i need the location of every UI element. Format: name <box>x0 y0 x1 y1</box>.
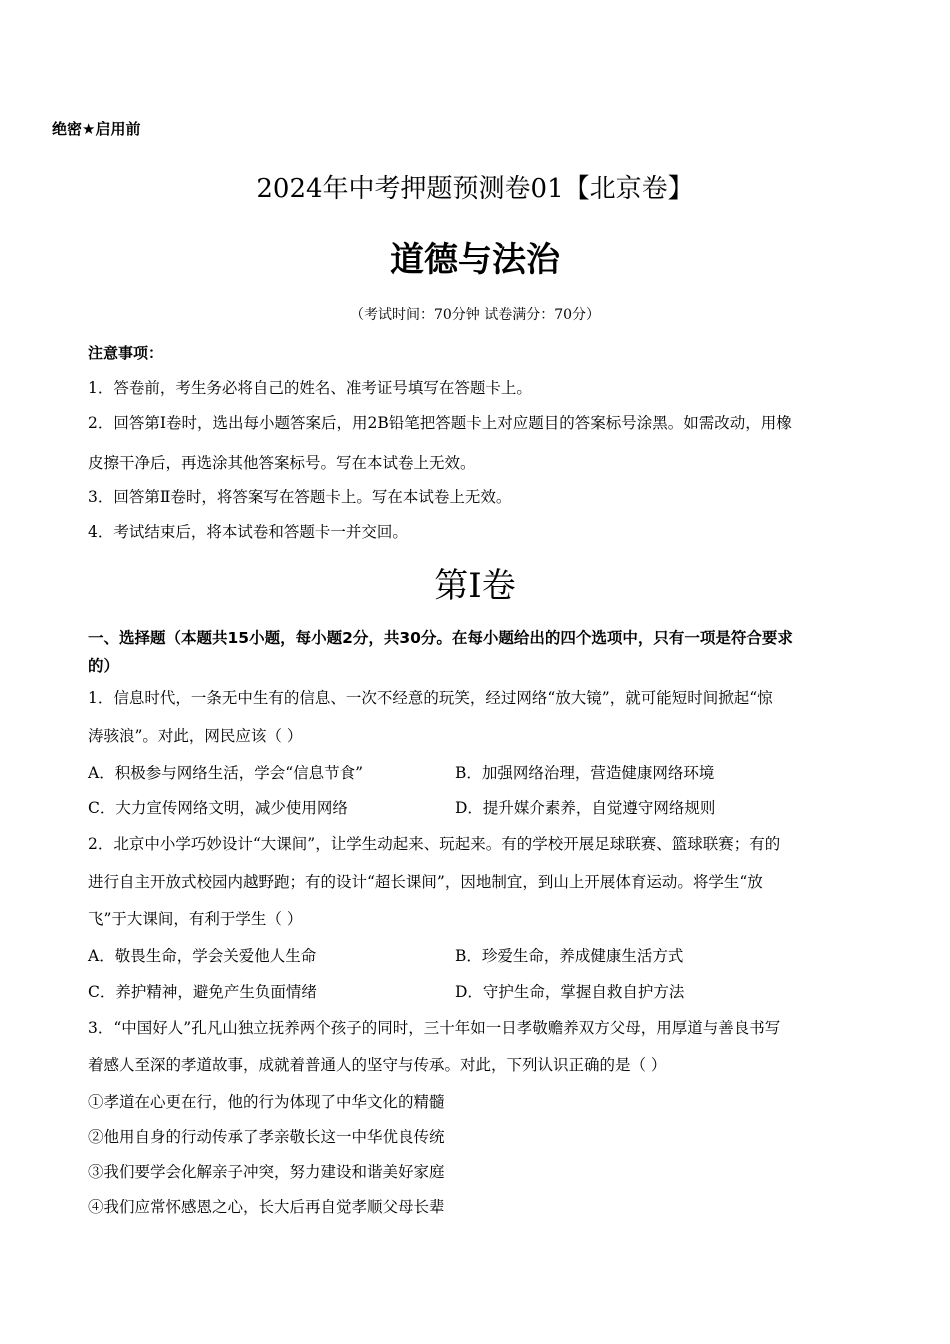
notes-heading: 注意事项： <box>88 344 164 362</box>
part-title: 第Ⅰ卷 <box>434 566 516 606</box>
option-b: B．珍爱生命，养成健康生活方式 <box>455 947 684 965</box>
exam-info: （考试时间：70分钟 试卷满分：70分） <box>349 307 601 323</box>
statement-item: ②他用自身的行动传承了孝亲敬长这一中华优良传统 <box>88 1128 445 1146</box>
note-line: 2．回答第Ⅰ卷时，选出每小题答案后，用2B铅笔把答题卡上对应题目的答案标号涂黑。如需改动，用橡 <box>88 414 792 432</box>
section-heading: 的） <box>88 657 120 675</box>
exam-title: 2024年中考押题预测卷01【北京卷】 <box>256 174 694 204</box>
note-line: 3．回答第Ⅱ卷时，将答案写在答题卡上。写在本试卷上无效。 <box>88 488 512 506</box>
note-line: 4．考试结束后，将本试卷和答题卡一并交回。 <box>88 523 408 541</box>
subject-title: 道德与法治 <box>390 240 560 280</box>
statement-item: ④我们应常怀感恩之心，长大后再自觉孝顺父母长辈 <box>88 1198 445 1216</box>
question-stem: 涛骇浪”。对此，网民应该（ ） <box>88 727 303 745</box>
question-stem: 2．北京中小学巧妙设计“大课间”，让学生动起来、玩起来。有的学校开展足球联赛、篮球联赛；有的 <box>88 835 781 853</box>
question-stem: 3．“中国好人”孔凡山独立抚养两个孩子的同时，三十年如一日孝敬赡养双方父母，用厚道与善良书写 <box>88 1019 781 1037</box>
confidential-label: 绝密★启用前 <box>52 120 141 138</box>
option-a: A．敬畏生命，学会关爱他人生命 <box>88 947 317 965</box>
question-stem: 进行自主开放式校园内越野跑；有的设计“超长课间”，因地制宜，到山上开展体育运动。将学生“放 <box>88 873 763 891</box>
note-line: 皮擦干净后，再选涂其他答案标号。写在本试卷上无效。 <box>88 454 476 472</box>
option-c: C．大力宣传网络文明，减少使用网络 <box>88 799 348 817</box>
statement-item: ①孝道在心更在行，他的行为体现了中华文化的精髓 <box>88 1093 445 1111</box>
option-c: C．养护精神，避免产生负面情绪 <box>88 983 317 1001</box>
question-stem: 着感人至深的孝道故事，成就着普通人的坚守与传承。对此，下列认识正确的是（ ） <box>88 1056 667 1074</box>
question-stem: 飞”于大课间，有利于学生（ ） <box>88 910 303 928</box>
option-a: A．积极参与网络生活，学会“信息节食” <box>88 764 364 782</box>
statement-item: ③我们要学会化解亲子冲突，努力建设和谐美好家庭 <box>88 1163 445 1181</box>
question-stem: 1．信息时代，一条无中生有的信息、一次不经意的玩笑，经过网络“放大镜”，就可能短时间掀起“惊 <box>88 689 773 707</box>
option-d: D．守护生命，掌握自救自护方法 <box>455 983 685 1001</box>
note-line: 1．答卷前，考生务必将自己的姓名、准考证号填写在答题卡上。 <box>88 379 532 397</box>
option-d: D．提升媒介素养，自觉遵守网络规则 <box>455 799 716 817</box>
option-b: B．加强网络治理，营造健康网络环境 <box>455 764 715 782</box>
section-heading: 一、选择题（本题共15小题，每小题2分，共30分。在每小题给出的四个选项中，只有一项是符合要求 <box>88 629 793 647</box>
